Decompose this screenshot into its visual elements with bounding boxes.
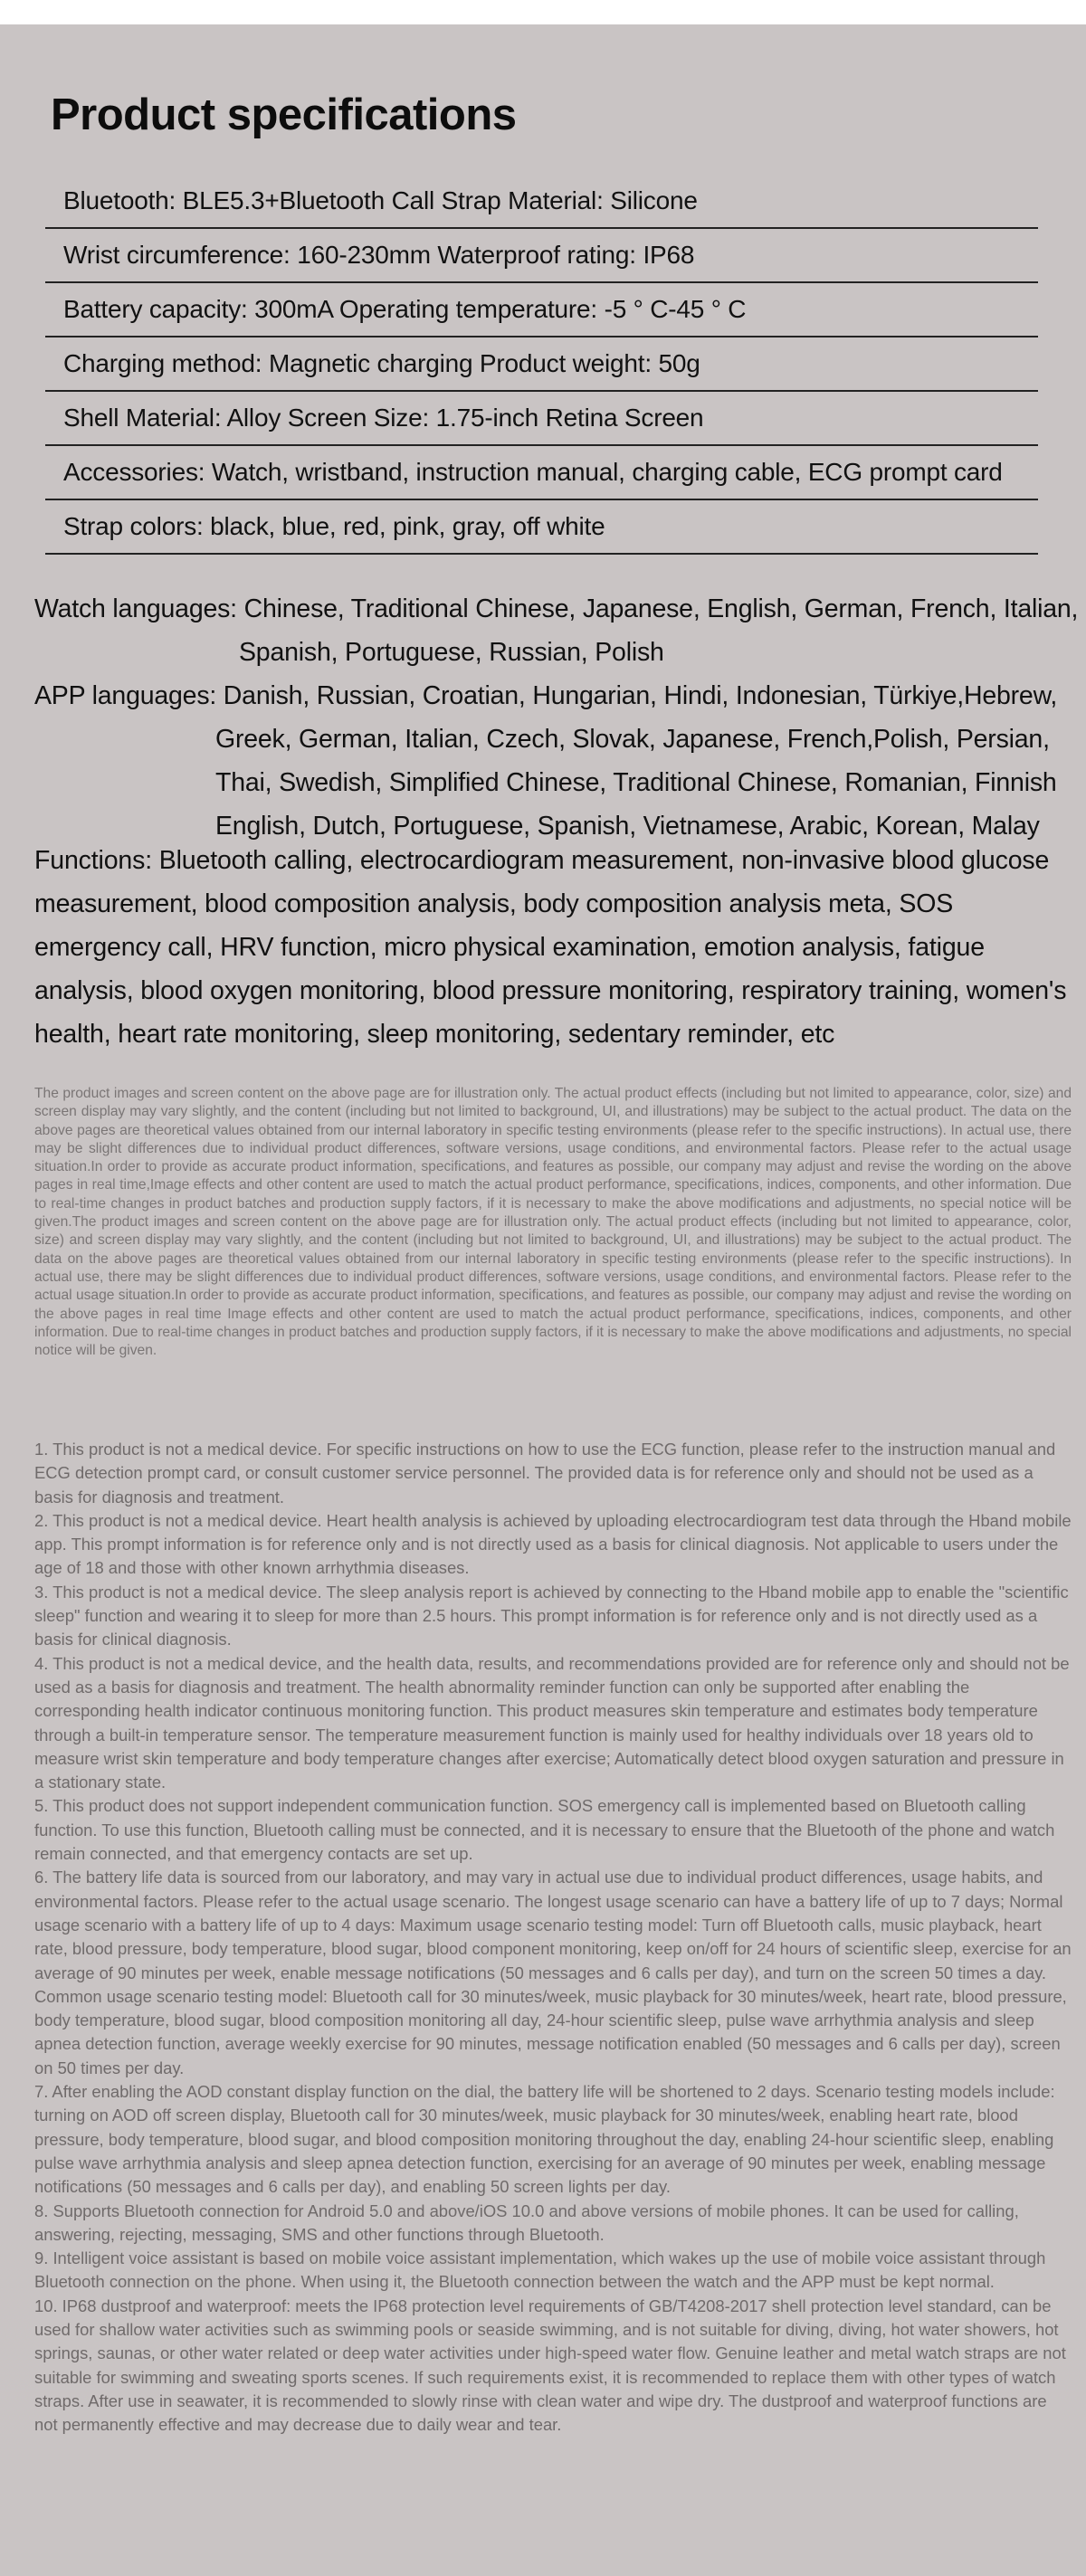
notes-list [34, 1438, 1072, 2437]
page-title: Product specifications [51, 90, 517, 139]
note-item: 3. This product is not a medical device. The sleep analysis report is achieved by connecting to the Hband mobile app to enable the "scientific sleep" function and wearing it to sleep for more than 2.5 hours. This prompt information is for reference only and is not directly used as a basis for clinical diagnosis. [34, 1582, 1069, 1649]
note-item: 10. IP68 dustproof and waterproof: meets the IP68 protection level requirements of GB/T4208-2017 shell protection level standard, can be used for shallow water activities such as swimming pools or seaside swimming, and is not suitable for diving, diving, hot water showers, hot springs, saunas, or other water related or deep water activities under high-speed water flow. Genuine leather and metal watch straps are not suitable for swimming and sweating sports scenes. If such requirements exist, it is recommended to replace them with other types of watch straps. After use in seawater, it is recommended to slowly rinse with clean water and wipe dry. The dustproof and waterproof functions are not permanently effective and may decrease due to daily wear and tear. [34, 2296, 1066, 2435]
app-languages [34, 674, 1075, 848]
note-item: 9. Intelligent voice assistant is based on mobile voice assistant implementation, which wakes up the use of mobile voice assistant through Bluetooth connection on the phone. When using it, the Bluetooth connection between the watch and the APP must be kept normal. [34, 2248, 1046, 2292]
note-item: 4. This product is not a medical device, and the health data, results, and recommendations provided are for reference only and should not be used as a basis for diagnosis and treatment. The health abnormality reminder function can only be supported after enabling the corresponding health indicator continuous monitoring function. This product measures skin temperature and estimates body temperature through a built-in temperature sensor. The temperature measurement function is mainly used for healthy individuals over 18 years old to measure wrist skin temperature and body temperature changes after exercise; Automatically detect blood oxygen saturation and pressure in a stationary state. [34, 1653, 1070, 1792]
app-languages-line: Greek, German, Italian, Czech, Slovak, Japanese, French,Polish, Persian, [215, 725, 1050, 754]
product-spec-page [0, 24, 1086, 2576]
note-item: 6. The battery life data is sourced from our laboratory, and may vary in actual use due to individual product differences, usage habits, and environmental factors. Please refer to the actual usage scenario. The longest usage scenario can have a battery life of up to 7 days; Normal usage scenario with a battery life of up to 4 days: Maximum usage scenario testing model: Turn off Bluetooth calls, music playback, heart rate, blood pressure, body temperature, blood sugar, blood component monitoring, keep on/off for 24 hours of scientific sleep, exercise for an average of 90 minutes per week, enable message notifications (50 messages and 6 calls per day), and turn on the screen 50 times a day. Common usage scenario testing model: Bluetooth call for 30 minutes/week, music playback for 30 minutes/week, heart rate, blood pressure, body temperature, blood sugar, blood composition monitoring all day, 24-hour scientific sleep, pulse wave arrhythmia analysis and sleep apnea detection function, average weekly exercise for 90 minutes, message notification enabled (50 messages and 6 calls per day), screen on 50 times per day. [34, 1868, 1072, 2077]
note-item: 8. Supports Bluetooth connection for Android 5.0 and above/iOS 10.0 and above versions of mobile phones. It can be used for calling, answering, rejecting, messaging, SMS and other functions through Bluetooth. [34, 2201, 1019, 2244]
spec-row: Wrist circumference: 160-230mm Waterproof rating: IP68 [45, 229, 1038, 283]
note-item: 1. This product is not a medical device. For specific instructions on how to use the ECG function, please refer to the instruction manual and ECG detection prompt card, or consult customer service personnel. The provided data is for reference only and should not be used as a basis for diagnosis and treatment. [34, 1440, 1056, 1507]
watch-languages [34, 587, 1079, 674]
spec-row: Charging method: Magnetic charging Product weight: 50g [45, 337, 1038, 392]
app-languages-line: Thai, Swedish, Simplified Chinese, Traditional Chinese, Romanian, Finnish [215, 768, 1057, 797]
spec-row: Battery capacity: 300mA Operating temperature: -5 ° C-45 ° C [45, 283, 1038, 337]
app-languages-line: English, Dutch, Portuguese, Spanish, Vietnamese, Arabic, Korean, Malay [215, 812, 1040, 841]
spec-row: Shell Material: Alloy Screen Size: 1.75-inch Retina Screen [45, 392, 1038, 446]
watch-languages-line: Spanish, Portuguese, Russian, Polish [239, 638, 664, 667]
disclaimer-paragraph: The product images and screen content on the above page are for illustration only. The actual product effects (including but not limited to appearance, color, size) and screen display may vary slightly, and the content (including but not limited to background, UI, and illustrations) may be subject to the actual product. The data on the above pages are theoretical values obtained from our internal laboratory in specific testing environments (please refer to the specific instructions). In actual use, there may be slight differences due to individual product differences, software versions, usage conditions, and environmental factors. Please refer to the actual usage situation.In order to provide as accurate product information, specifications, and features as possible, our company may adjust and revise the wording on the above pages in real time,Image effects and other content are used to match the actual product performance, specifications, indices, components, and other information. Due to real-time changes in product batches and production supply factors, if it is necessary to make the above modifications and adjustments, no special notice will be given.The product images and screen content on the above page are for illustration only. The actual product effects (including but not limited to appearance, color, size) and screen display may vary slightly, and the content (including but not limited to background, UI, and illustrations) may be subject to the actual product. The data on the above pages are theoretical values obtained from our internal laboratory in specific testing environments (please refer to the specific instructions). In actual use, there may be slight differences due to individual product differences, software versions, usage conditions, and environmental factors. Please refer to the actual usage situation.In order to provide as accurate product information, specifications, and features as possible, our company may adjust and revise the wording on the above pages in real time Image effects and other content are used to match the actual product performance, specifications, indices, components, and other information. Due to real-time changes in product batches and production supply factors, if it is necessary to make the above modifications and adjustments, no special notice will be given. [34, 1086, 1072, 1359]
spec-row: Accessories: Watch, wristband, instruction manual, charging cable, ECG prompt card [45, 446, 1038, 500]
note-item: 5. This product does not support independent communication function. SOS emergency call is implemented based on Bluetooth calling function. To use this function, Bluetooth calling must be connected, and it is necessary to ensure that the Bluetooth of the phone and watch remain connected, and that emergency contacts are set up. [34, 1796, 1055, 1864]
app-languages-line: APP languages: Danish, Russian, Croatian, Hungarian, Hindi, Indonesian, Türkiye,Hebrew, [34, 681, 1058, 710]
note-item: 7. After enabling the AOD constant display function on the dial, the battery life will be shortened to 2 days. Scenario testing models include: turning on AOD off screen display, Bluetooth call for 30 minutes/week, music playback for 30 minutes/week, enabling heart rate, blood pressure, body temperature, blood sugar, and blood composition monitoring throughout the day, enabling 24-hour scientific sleep, enabling pulse wave arrhythmia analysis and sleep apnea detection function, exercising for an average of 90 minutes per week, enabling message notifications (50 messages and 6 calls per day), and enabling 50 screen lights per day. [34, 2082, 1055, 2197]
spec-row: Strap colors: black, blue, red, pink, gray, off white [45, 500, 1038, 555]
watch-languages-line: Watch languages: Chinese, Traditional Chinese, Japanese, English, German, French, Italian, [34, 594, 1079, 623]
spec-table [45, 175, 1038, 555]
functions-paragraph: Functions: Bluetooth calling, electrocardiogram measurement, non-invasive blood glucose measurement, blood composition analysis, body composition analysis meta, SOS emergency call, HRV function, micro physical examination, emotion analysis, fatigue analysis, blood oxygen monitoring, blood pressure monitoring, respiratory training, women's health, heart rate monitoring, sleep monitoring, sedentary reminder, etc [34, 846, 1067, 1049]
spec-row: Bluetooth: BLE5.3+Bluetooth Call Strap Material: Silicone [45, 175, 1038, 229]
note-item: 2. This product is not a medical device. Heart health analysis is achieved by uploading electrocardiogram test data through the Hband mobile app. This prompt information is for reference only and is not directly used as a basis for clinical diagnosis. Not applicable to users under the age of 18 and those with other known arrhythmia diseases. [34, 1510, 1072, 1578]
